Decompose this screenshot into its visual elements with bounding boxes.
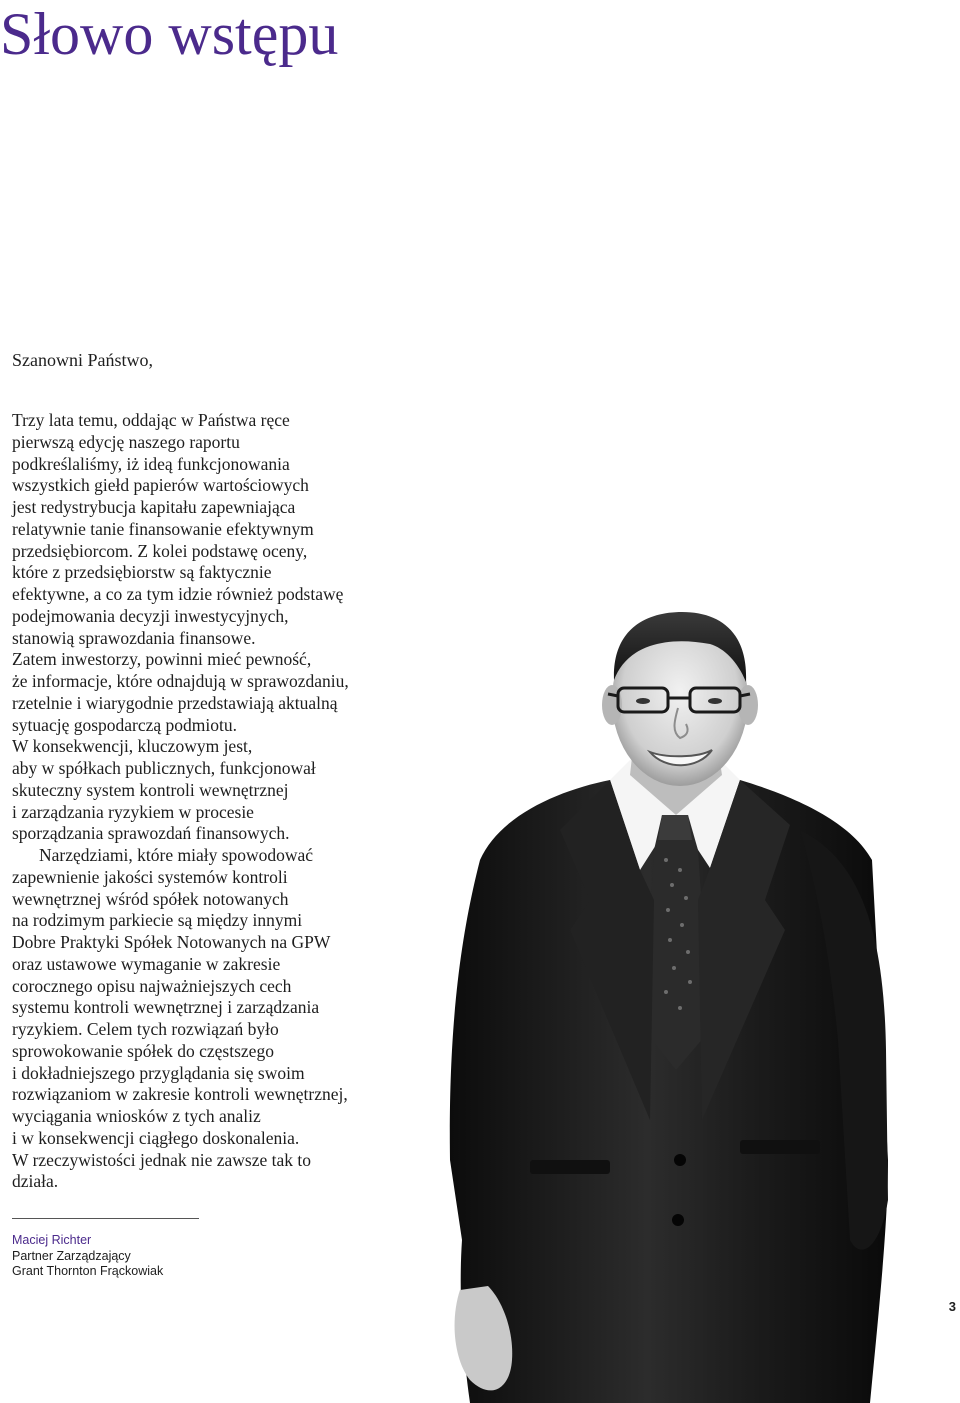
body-line: wyciągania wniosków z tych analiz <box>12 1106 261 1126</box>
body-line: podkreślaliśmy, iż ideą funkcjonowania <box>12 453 290 474</box>
body-line: systemu kontroli wewnętrznej i zarządzania <box>12 997 320 1018</box>
body-line: przedsiębiorcom. Z kolei podstawę oceny, <box>12 540 308 561</box>
portrait-photo <box>440 600 890 1403</box>
body-line: jest redystrybucja kapitału zapewniająca <box>12 497 296 517</box>
body-line: które z przedsiębiorstw są faktycznie <box>12 562 272 583</box>
body-line: wewnętrznej wśród spółek notowanych <box>12 888 289 909</box>
signature-role: Partner Zarządzający <box>12 1249 131 1263</box>
body-line: sporządzania sprawozdań finansowych. <box>12 823 290 844</box>
body-line: Trzy lata temu, oddając w Państwa ręce <box>12 410 290 430</box>
page-title: Słowo wstępu <box>0 1 339 67</box>
body-line: W konsekwencji, kluczowym jest, <box>12 736 253 757</box>
body-line: pierwszą edycję naszego raportu <box>12 431 240 452</box>
body-line: Narzędziami, które miały spowodować <box>39 845 314 865</box>
body-line: stanowią sprawozdania finansowe. <box>12 627 256 648</box>
body-line: Dobre Praktyki Spółek Notowanych na GPW <box>12 932 331 952</box>
signature-company: Grant Thornton Frąckowiak <box>12 1264 164 1278</box>
body-line: ryzykiem. Celem tych rozwiązań było <box>12 1019 279 1039</box>
body-line: corocznego opisu najważniejszych cech <box>12 975 292 996</box>
body-line: i zarządzania ryzykiem w procesie <box>12 801 254 822</box>
greeting: Szanowni Państwo, <box>12 350 153 370</box>
body-line: efektywne, a co za tym idzie również podstawę <box>12 584 344 604</box>
body-line: Zatem inwestorzy, powinni mieć pewność, <box>12 649 312 670</box>
body-line: rzetelnie i wiarygodnie przedstawiają aktualną <box>12 692 338 713</box>
body-line: na rodzimym parkiecie są między innymi <box>12 910 303 931</box>
body-line: podejmowania decyzji inwestycyjnych, <box>12 605 289 626</box>
body-line: relatywnie tanie finansowanie efektywnym <box>12 518 314 539</box>
body-line: sprowokowanie spółek do częstszego <box>12 1040 274 1061</box>
body-text <box>12 410 392 1193</box>
body-line: skuteczny system kontroli wewnętrznej <box>12 779 289 800</box>
body-line: działa. <box>12 1171 59 1192</box>
body-line: i w konsekwencji ciągłego doskonalenia. <box>12 1127 300 1148</box>
body-line: oraz ustawowe wymaganie w zakresie <box>12 953 281 974</box>
signature-name: Maciej Richter <box>12 1233 92 1247</box>
body-line: zapewnienie jakości systemów kontroli <box>12 866 288 887</box>
body-line: że informacje, które odnajdują w sprawozdaniu, <box>12 671 349 691</box>
body-line: aby w spółkach publicznych, funkcjonował <box>12 758 316 778</box>
body-line: rozwiązaniom w zakresie kontroli wewnętrznej, <box>12 1084 348 1105</box>
page-number: 3 <box>948 1299 956 1314</box>
body-line: i dokładniejszego przyglądania się swoim <box>12 1062 305 1083</box>
body-line: W rzeczywistości jednak nie zawsze tak to <box>12 1149 311 1170</box>
body-line: sytuację gospodarczą podmiotu. <box>12 714 238 735</box>
signature-divider <box>12 1218 199 1219</box>
body-line: wszystkich giełd papierów wartościowych <box>12 475 309 496</box>
